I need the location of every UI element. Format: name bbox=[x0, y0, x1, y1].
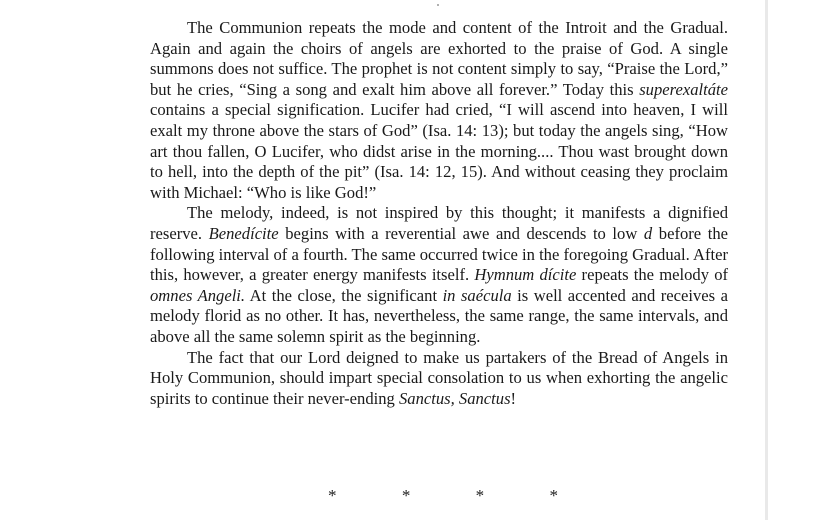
italic-text: Sanctus, Sanctus bbox=[398, 388, 511, 408]
separator-star: * bbox=[549, 486, 558, 505]
text-run: ! bbox=[510, 388, 517, 408]
text-run: before the following interval of a fourth. The same occurred twice in the foregoing Gradual. After this, however, a greater energy manifests itself. bbox=[150, 223, 728, 285]
italic-text: superexaltáte bbox=[639, 79, 728, 99]
separator-star: * bbox=[401, 486, 411, 505]
paragraph-melody bbox=[150, 203, 728, 347]
text-run: begins with a reverential awe and descends to low bbox=[278, 223, 644, 243]
text-run: repeats the melody of bbox=[576, 265, 729, 285]
page-edge bbox=[765, 0, 768, 520]
text-run: The Communion repeats the mode and content of the Introit and the Gradual. Again and again the choirs of angels are exhorted to the praise of God. A single summons does not suffice. The prophet is not content simply to say, “Praise the Lord,” but he cries, “Sing a song and exalt him above all forever.” Today this bbox=[150, 18, 728, 99]
separator-star: * bbox=[328, 486, 337, 505]
text-run: is well accented and receives a melody florid as no other. It has, nevertheless, the same range, the same intervals, and above all the same solemn spirit as the beginning. bbox=[150, 285, 728, 346]
document-page bbox=[150, 18, 728, 409]
text-run: contains a special signification. Lucifer had cried, “I will ascend into heaven, I will exalt my throne above the stars of God” (Isa. 14: 13); but today the angels sing, “How art thou fallen, O Lucifer, who didst arise in the morning.... Thou wast brought down to hell, into the depth of the pit” (Isa. 14: 12, 15). And without ceasing they proclaim with Michael: “Who is like God!” bbox=[150, 100, 728, 202]
separator-star: * bbox=[475, 486, 485, 505]
italic-text: Hymnum dícite bbox=[474, 265, 577, 285]
paragraph-consolation bbox=[150, 348, 728, 410]
section-separator bbox=[328, 486, 558, 506]
text-run: The melody, indeed, is not inspired by this thought; it manifests a dignified reserve. bbox=[150, 203, 728, 243]
italic-text: omnes Angeli. bbox=[150, 285, 246, 305]
italic-text: in saécula bbox=[442, 285, 512, 305]
paragraph-communion bbox=[150, 18, 728, 203]
italic-text: Benedícite bbox=[208, 223, 279, 243]
text-run: At the close, the significant bbox=[245, 285, 443, 305]
italic-text: d bbox=[643, 223, 653, 243]
text-run: The fact that our Lord deigned to make us partakers of the Bread of Angels in Holy Communion, should impart special consolation to us when exhorting the angelic spirits to continue their never-ending bbox=[150, 347, 728, 408]
scan-speck bbox=[437, 4, 439, 6]
